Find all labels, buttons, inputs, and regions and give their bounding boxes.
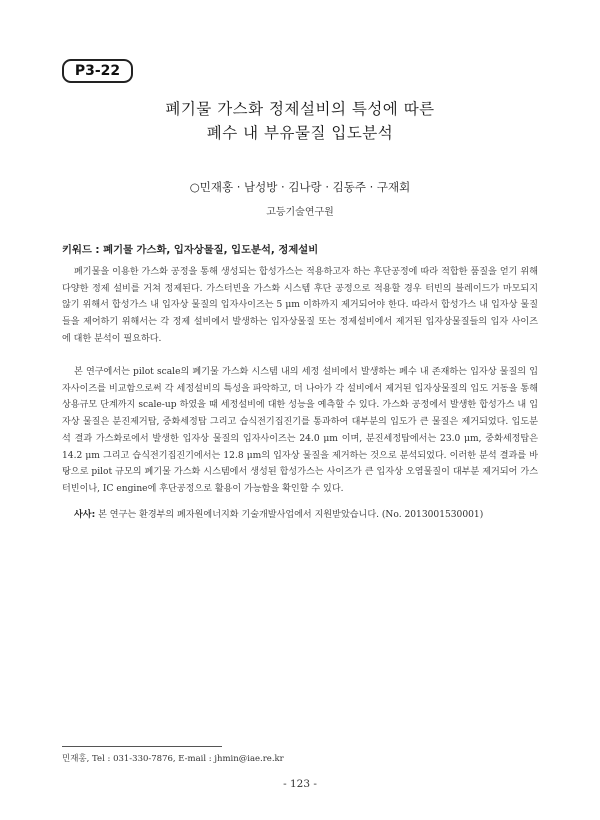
footnote-divider — [62, 746, 222, 747]
acknowledgement-text: 본 연구는 환경부의 폐자원에너지화 기술개발사업에서 지원받았습니다. (No. 2013001530001) — [95, 510, 484, 520]
authors: ○민재홍 · 남성방 · 김나랑 · 김동주 · 구재회 — [189, 180, 411, 194]
session-badge: P3-22 — [62, 59, 133, 83]
paper-title-line-1: 폐기물 가스화 정제설비의 특성에 따른 — [165, 100, 435, 118]
body-paragraph-1: 폐기물을 이용한 가스화 공정을 통해 생성되는 합성가스는 적용하고자 하는 후단공정에 따라 적합한 품질을 얻기 위해 다양한 정제 설비를 거쳐 정제된다. 가스터빈을 가스화 시스템 후단 공정으로 적용할 경우 터빈의 블레이드가 마모되지 않기 위해서 합성가스 내 입자상 물질의 입자사이즈는 5 μm 이하까지 제거되어야 한다. 따라서 합성가스 내 입자상 물질들을 제어하기 위해서는 각 정제 설비에서 발생하는 입자상물질 또는 정제설비에서 제거된 입자상물질들의 입자 사이즈에 대한 분석이 필요하다. — [62, 267, 538, 344]
paper-title-line-2: 폐수 내 부유물질 입도분석 — [206, 124, 394, 142]
body-paragraph-2: 본 연구에서는 pilot scale의 폐기물 가스화 시스템 내의 세정 설비에서 발생하는 폐수 내 존재하는 입자상 물질의 입자사이즈를 비교함으로써 각 세정설비의 특성을 파악하고, 더 나아가 각 설비에서 제거된 입자상물질의 입도 거동을 통해 상용규모 단계까지 scale-up 하였을 때 세정설비에 대한 성능을 예측할 수 있다. 가스화 공정에서 발생한 합성가스 내 입자상 물질은 분진제거탑, 중화세정탑 그리고 습식전기집진기를 통과하여 대부분의 입도가 큰 물질은 제거되었다. 입도분석 결과 가스화로에서 발생한 입자상 물질의 입자사이즈는 24.0 μm 이며, 분진세정탑에서는 23.0 μm, 중화세정탑은 14.2 μm 그리고 습식전기집진기에서는 12.8 μm의 입자상 물질을 제거하는 것으로 분석되었다. 이러한 분석 결과를 바탕으로 pilot 규모의 폐기물 가스화 시스템에서 생성된 합성가스는 사이즈가 큰 입자상 오염물질이 대부분 제거되어 가스터빈이나, IC engine에 후단공정으로 활용이 가능함을 확인할 수 있다. — [62, 367, 538, 494]
footnote-contact: 민재홍, Tel : 031-330-7876, E-mail : jhmin@iae.re.kr — [62, 754, 284, 764]
acknowledgement — [62, 507, 538, 523]
keywords: 키워드 : 폐기물 가스화, 입자상물질, 입도분석, 정제설비 — [62, 244, 319, 256]
page-number: - 123 - — [283, 778, 317, 790]
affiliation: 고등기술연구원 — [266, 207, 334, 218]
acknowledgement-label: 사사: — [74, 510, 96, 520]
